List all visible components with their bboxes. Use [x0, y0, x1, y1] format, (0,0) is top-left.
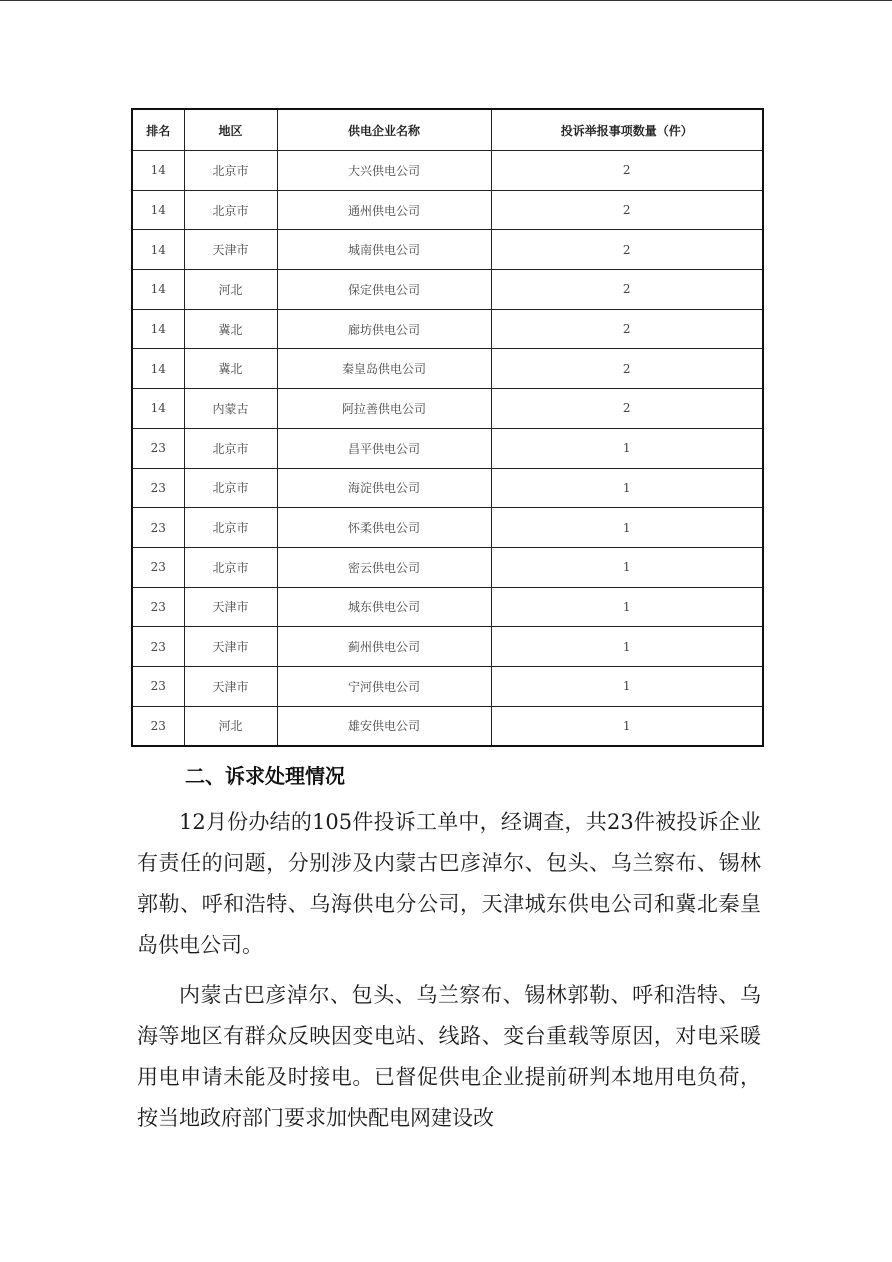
cell-region: 冀北 — [184, 349, 277, 389]
cell-rank: 23 — [132, 666, 184, 706]
table-row — [132, 309, 763, 349]
cell-complaint-count: 2 — [491, 190, 763, 230]
table-row — [132, 349, 763, 389]
header-rank: 排名 — [132, 109, 184, 151]
header-region: 地区 — [184, 109, 277, 151]
cell-rank: 23 — [132, 587, 184, 627]
cell-company-name: 城东供电公司 — [277, 587, 491, 627]
cell-complaint-count: 1 — [491, 468, 763, 508]
table-row — [132, 468, 763, 508]
cell-rank: 14 — [132, 270, 184, 310]
cell-rank: 14 — [132, 151, 184, 191]
cell-region: 冀北 — [184, 309, 277, 349]
cell-complaint-count: 2 — [491, 309, 763, 349]
table-row — [132, 508, 763, 548]
cell-rank: 14 — [132, 230, 184, 270]
cell-rank: 14 — [132, 389, 184, 429]
cell-region: 河北 — [184, 706, 277, 746]
cell-complaint-count: 1 — [491, 428, 763, 468]
table-body — [132, 151, 763, 747]
cell-region: 河北 — [184, 270, 277, 310]
cell-company-name: 城南供电公司 — [277, 230, 491, 270]
cell-complaint-count: 2 — [491, 270, 763, 310]
cell-rank: 23 — [132, 508, 184, 548]
cell-rank: 23 — [132, 706, 184, 746]
table-row — [132, 627, 763, 667]
cell-company-name: 宁河供电公司 — [277, 666, 491, 706]
table-row — [132, 587, 763, 627]
cell-complaint-count: 1 — [491, 666, 763, 706]
table-header-row — [132, 109, 763, 151]
cell-region: 天津市 — [184, 230, 277, 270]
cell-rank: 23 — [132, 547, 184, 587]
table-row — [132, 547, 763, 587]
cell-rank: 23 — [132, 468, 184, 508]
cell-rank: 14 — [132, 309, 184, 349]
cell-complaint-count: 1 — [491, 587, 763, 627]
section-heading: 二、诉求处理情况 — [185, 764, 345, 788]
cell-region: 北京市 — [184, 468, 277, 508]
cell-region: 天津市 — [184, 587, 277, 627]
paragraph-detail: 内蒙古巴彦淖尔、包头、乌兰察布、锡林郭勒、呼和浩特、乌海等地区有群众反映因变电站、线路、变台重载等原因，对电采暖用电申请未能及时接电。已督促供电企业提前研判本地用电负荷，按当地政府部门要求加快配电网建设改 — [137, 983, 761, 1130]
cell-region: 北京市 — [184, 508, 277, 548]
header-company-name: 供电企业名称 — [277, 109, 491, 151]
complaint-ranking-table — [131, 108, 764, 747]
cell-rank: 14 — [132, 349, 184, 389]
cell-region: 北京市 — [184, 151, 277, 191]
cell-complaint-count: 1 — [491, 706, 763, 746]
table-row — [132, 151, 763, 191]
cell-region: 北京市 — [184, 190, 277, 230]
cell-region: 天津市 — [184, 627, 277, 667]
cell-region: 北京市 — [184, 547, 277, 587]
table-row — [132, 666, 763, 706]
cell-complaint-count: 1 — [491, 627, 763, 667]
cell-company-name: 保定供电公司 — [277, 270, 491, 310]
cell-company-name: 大兴供电公司 — [277, 151, 491, 191]
cell-complaint-count: 2 — [491, 389, 763, 429]
cell-company-name: 怀柔供电公司 — [277, 508, 491, 548]
table-row — [132, 428, 763, 468]
cell-complaint-count: 2 — [491, 230, 763, 270]
table-row — [132, 389, 763, 429]
table-row — [132, 270, 763, 310]
cell-company-name: 蓟州供电公司 — [277, 627, 491, 667]
cell-company-name: 廊坊供电公司 — [277, 309, 491, 349]
cell-rank: 23 — [132, 627, 184, 667]
cell-region: 北京市 — [184, 428, 277, 468]
cell-complaint-count: 1 — [491, 508, 763, 548]
cell-region: 天津市 — [184, 666, 277, 706]
header-complaint-count: 投诉举报事项数量（件） — [491, 109, 763, 151]
cell-complaint-count: 2 — [491, 349, 763, 389]
cell-complaint-count: 1 — [491, 547, 763, 587]
paragraph-summary: 12月份办结的105件投诉工单中，经调查，共23件被投诉企业有责任的问题，分别涉及内蒙古巴彦淖尔、包头、乌兰察布、锡林郭勒、呼和浩特、乌海供电分公司，天津城东供电公司和冀北秦皇岛供电公司。 — [137, 810, 761, 957]
table-row — [132, 706, 763, 746]
cell-company-name: 通州供电公司 — [277, 190, 491, 230]
cell-complaint-count: 2 — [491, 151, 763, 191]
cell-company-name: 昌平供电公司 — [277, 428, 491, 468]
cell-company-name: 秦皇岛供电公司 — [277, 349, 491, 389]
table-row — [132, 230, 763, 270]
cell-company-name: 密云供电公司 — [277, 547, 491, 587]
top-border-line — [0, 0, 892, 1]
cell-rank: 23 — [132, 428, 184, 468]
cell-company-name: 阿拉善供电公司 — [277, 389, 491, 429]
table-row — [132, 190, 763, 230]
cell-region: 内蒙古 — [184, 389, 277, 429]
cell-company-name: 海淀供电公司 — [277, 468, 491, 508]
cell-company-name: 雄安供电公司 — [277, 706, 491, 746]
cell-rank: 14 — [132, 190, 184, 230]
